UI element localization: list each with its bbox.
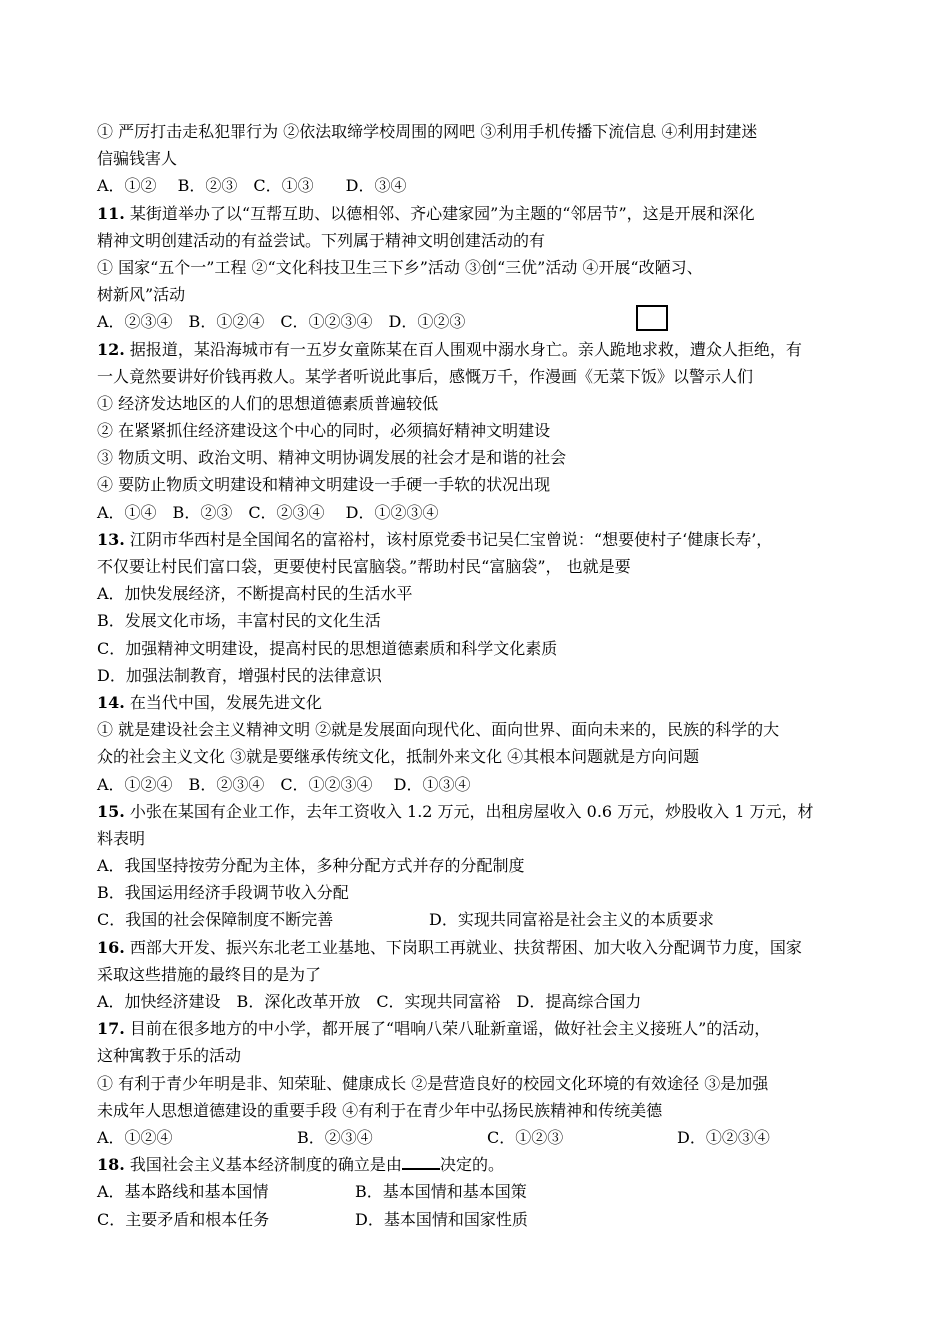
q14-stem	[97, 689, 867, 716]
q17-option-c: C．①②③	[487, 1127, 564, 1147]
q13-number: 13.	[97, 529, 125, 549]
q17-items-line1: ① 有利于青少年明是非、知荣耻、健康成长 ②是营造良好的校园文化环境的有效途径 ③是加强	[97, 1073, 769, 1093]
q15-option-a: A．我国坚持按劳分配为主体，多种分配方式并存的分配制度	[97, 856, 525, 876]
q12-item-3: ③ 物质文明、政治文明、精神文明协调发展的社会才是和谐的社会	[97, 448, 567, 468]
q13-option-d: D．加强法制教育，增强村民的法律意识	[97, 665, 382, 685]
q15-options-cd	[97, 906, 867, 933]
q15-stem-text1: 小张在某国有企业工作，去年工资收入 1.2 万元，出租房屋收入 0.6 万元，炒股收入 1 万元，材	[124, 801, 814, 821]
q17-stem-text1: 目前在很多地方的中小学，都开展了“唱响八荣八耻新童谣，做好社会主义接班人”的活动，	[124, 1019, 771, 1039]
q16-options: A．加快经济建设 B．深化改革开放 C．实现共同富裕 D．提高综合国力	[97, 992, 642, 1011]
q18-options-ab	[97, 1178, 867, 1205]
q15-option-d: D．实现共同富裕是社会主义的本质要求	[429, 910, 714, 930]
q12-number: 12.	[97, 339, 125, 359]
q12-stem-line2: 一人竟然要讲好价钱再救人。某学者听说此事后，感慨万千，作漫画《无菜下饭》以警示人们	[97, 366, 754, 386]
q12-options: A．①④ B．②③ C．②③④ D．①②③④	[97, 502, 439, 522]
q11-options: A．②③④ B．①②④ C．①②③④ D．①②③	[97, 312, 466, 332]
q18-stem-post: 决定的。	[439, 1155, 504, 1175]
q18-option-d: D．基本国情和国家性质	[355, 1209, 528, 1229]
q14-items-line2: 众的社会主义文化 ③就是要继承传统文化，抵制外来文化 ④其根本问题就是方向问题	[97, 747, 700, 767]
q17-stem-line2: 这种寓教于乐的活动	[97, 1046, 242, 1066]
q17-option-a: A．①②④	[97, 1127, 173, 1147]
q18-number: 18.	[97, 1155, 125, 1175]
q11-stem-line2: 精神文明创建活动的有益尝试。下列属于精神文明创建活动的有	[97, 230, 546, 250]
q17-items-line2: 未成年人思想道德建设的重要手段 ④有利于在青少年中弘扬民族精神和传统美德	[97, 1100, 663, 1120]
q11-number: 11.	[97, 203, 125, 223]
q17-option-d: D．①②③④	[677, 1127, 770, 1147]
q13-stem-line2: 不仅要让村民们富口袋，更要使村民富脑袋。”帮助村民“富脑袋”， 也就是要	[97, 557, 631, 576]
q17-number: 17.	[97, 1019, 125, 1039]
q17-stem-line1	[97, 1015, 867, 1042]
q10-items-line2: 信骗钱害人	[97, 149, 178, 169]
q11-stem-text1: 某街道举办了以“互帮互助、以德相邻、齐心建家园”为主题的“邻居节”，这是开展和深化	[124, 203, 755, 223]
exam-page	[97, 118, 867, 1233]
q11-items-line2: 树新风”活动	[97, 285, 186, 305]
q14-stem-text: 在当代中国，发展先进文化	[124, 692, 322, 712]
q17-options	[97, 1124, 867, 1151]
q10-options: A．①② B．②③ C．①③ D．③④	[97, 176, 407, 196]
q16-number: 16.	[97, 937, 125, 957]
q12-stem-text1: 据报道，某沿海城市有一五岁女童陈某在百人围观中溺水身亡。亲人跪地求救，遭众人拒绝，有	[124, 339, 802, 359]
q11-items-line1: ① 国家“五个一”工程 ②“文化科技卫生三下乡”活动 ③创“三优”活动 ④开展“改陋习、	[97, 257, 703, 277]
q18-option-b: B．基本国情和基本国策	[355, 1182, 527, 1202]
q18-stem-pre: 我国社会主义基本经济制度的确立是由	[124, 1155, 402, 1175]
q18-option-c: C．主要矛盾和根本任务	[97, 1209, 270, 1229]
q16-stem-line1	[97, 934, 867, 961]
q18-options-cd	[97, 1206, 867, 1233]
q14-number: 14.	[97, 692, 125, 712]
q13-option-b: B．发展文化市场，丰富村民的文化生活	[97, 611, 381, 631]
q15-number: 15.	[97, 801, 125, 821]
q15-option-c: C．我国的社会保障制度不断完善	[97, 910, 334, 930]
q12-item-1: ① 经济发达地区的人们的思想道德素质普遍较低	[97, 393, 439, 413]
q18-option-a: A．基本路线和基本国情	[97, 1182, 269, 1202]
q13-option-a: A．加快发展经济，不断提高村民的生活水平	[97, 584, 413, 604]
q10-items-line1: ① 严厉打击走私犯罪行为 ②依法取缔学校周围的网吧 ③利用手机传播下流信息 ④利用封建迷	[97, 122, 758, 141]
q14-options: A．①②④ B．②③④ C．①②③④ D．①③④	[97, 774, 471, 794]
q15-stem-line2: 料表明	[97, 828, 146, 848]
q11-answer-box[interactable]	[636, 305, 668, 331]
q16-stem-text1: 西部大开发、振兴东北老工业基地、下岗职工再就业、扶贫帮困、加大收入分配调节力度，国家	[124, 937, 802, 957]
q15-option-b: B．我国运用经济手段调节收入分配	[97, 883, 349, 903]
q17-option-b: B．②③④	[297, 1127, 373, 1147]
q18-blank	[402, 1154, 440, 1170]
q12-item-4: ④ 要防止物质文明建设和精神文明建设一手硬一手软的状况出现	[97, 475, 551, 495]
q12-item-2: ② 在紧紧抓住经济建设这个中心的同时，必须搞好精神文明建设	[97, 421, 551, 441]
q11-stem-line1	[97, 200, 867, 227]
q13-stem-line1	[97, 526, 867, 553]
q13-option-c: C．加强精神文明建设，提高村民的思想道德素质和科学文化素质	[97, 638, 558, 658]
q13-stem-text1: 江阴市华西村是全国闻名的富裕村，该村原党委书记吴仁宝曾说：“想要使村子‘健康长寿’，	[124, 529, 773, 549]
q16-stem-line2: 采取这些措施的最终目的是为了	[97, 964, 322, 984]
q18-stem	[97, 1151, 867, 1178]
q15-stem-line1	[97, 798, 867, 825]
q14-items-line1: ① 就是建设社会主义精神文明 ②就是发展面向现代化、面向世界、面向未来的，民族的科学的大	[97, 720, 780, 740]
q12-stem-line1	[97, 336, 867, 363]
